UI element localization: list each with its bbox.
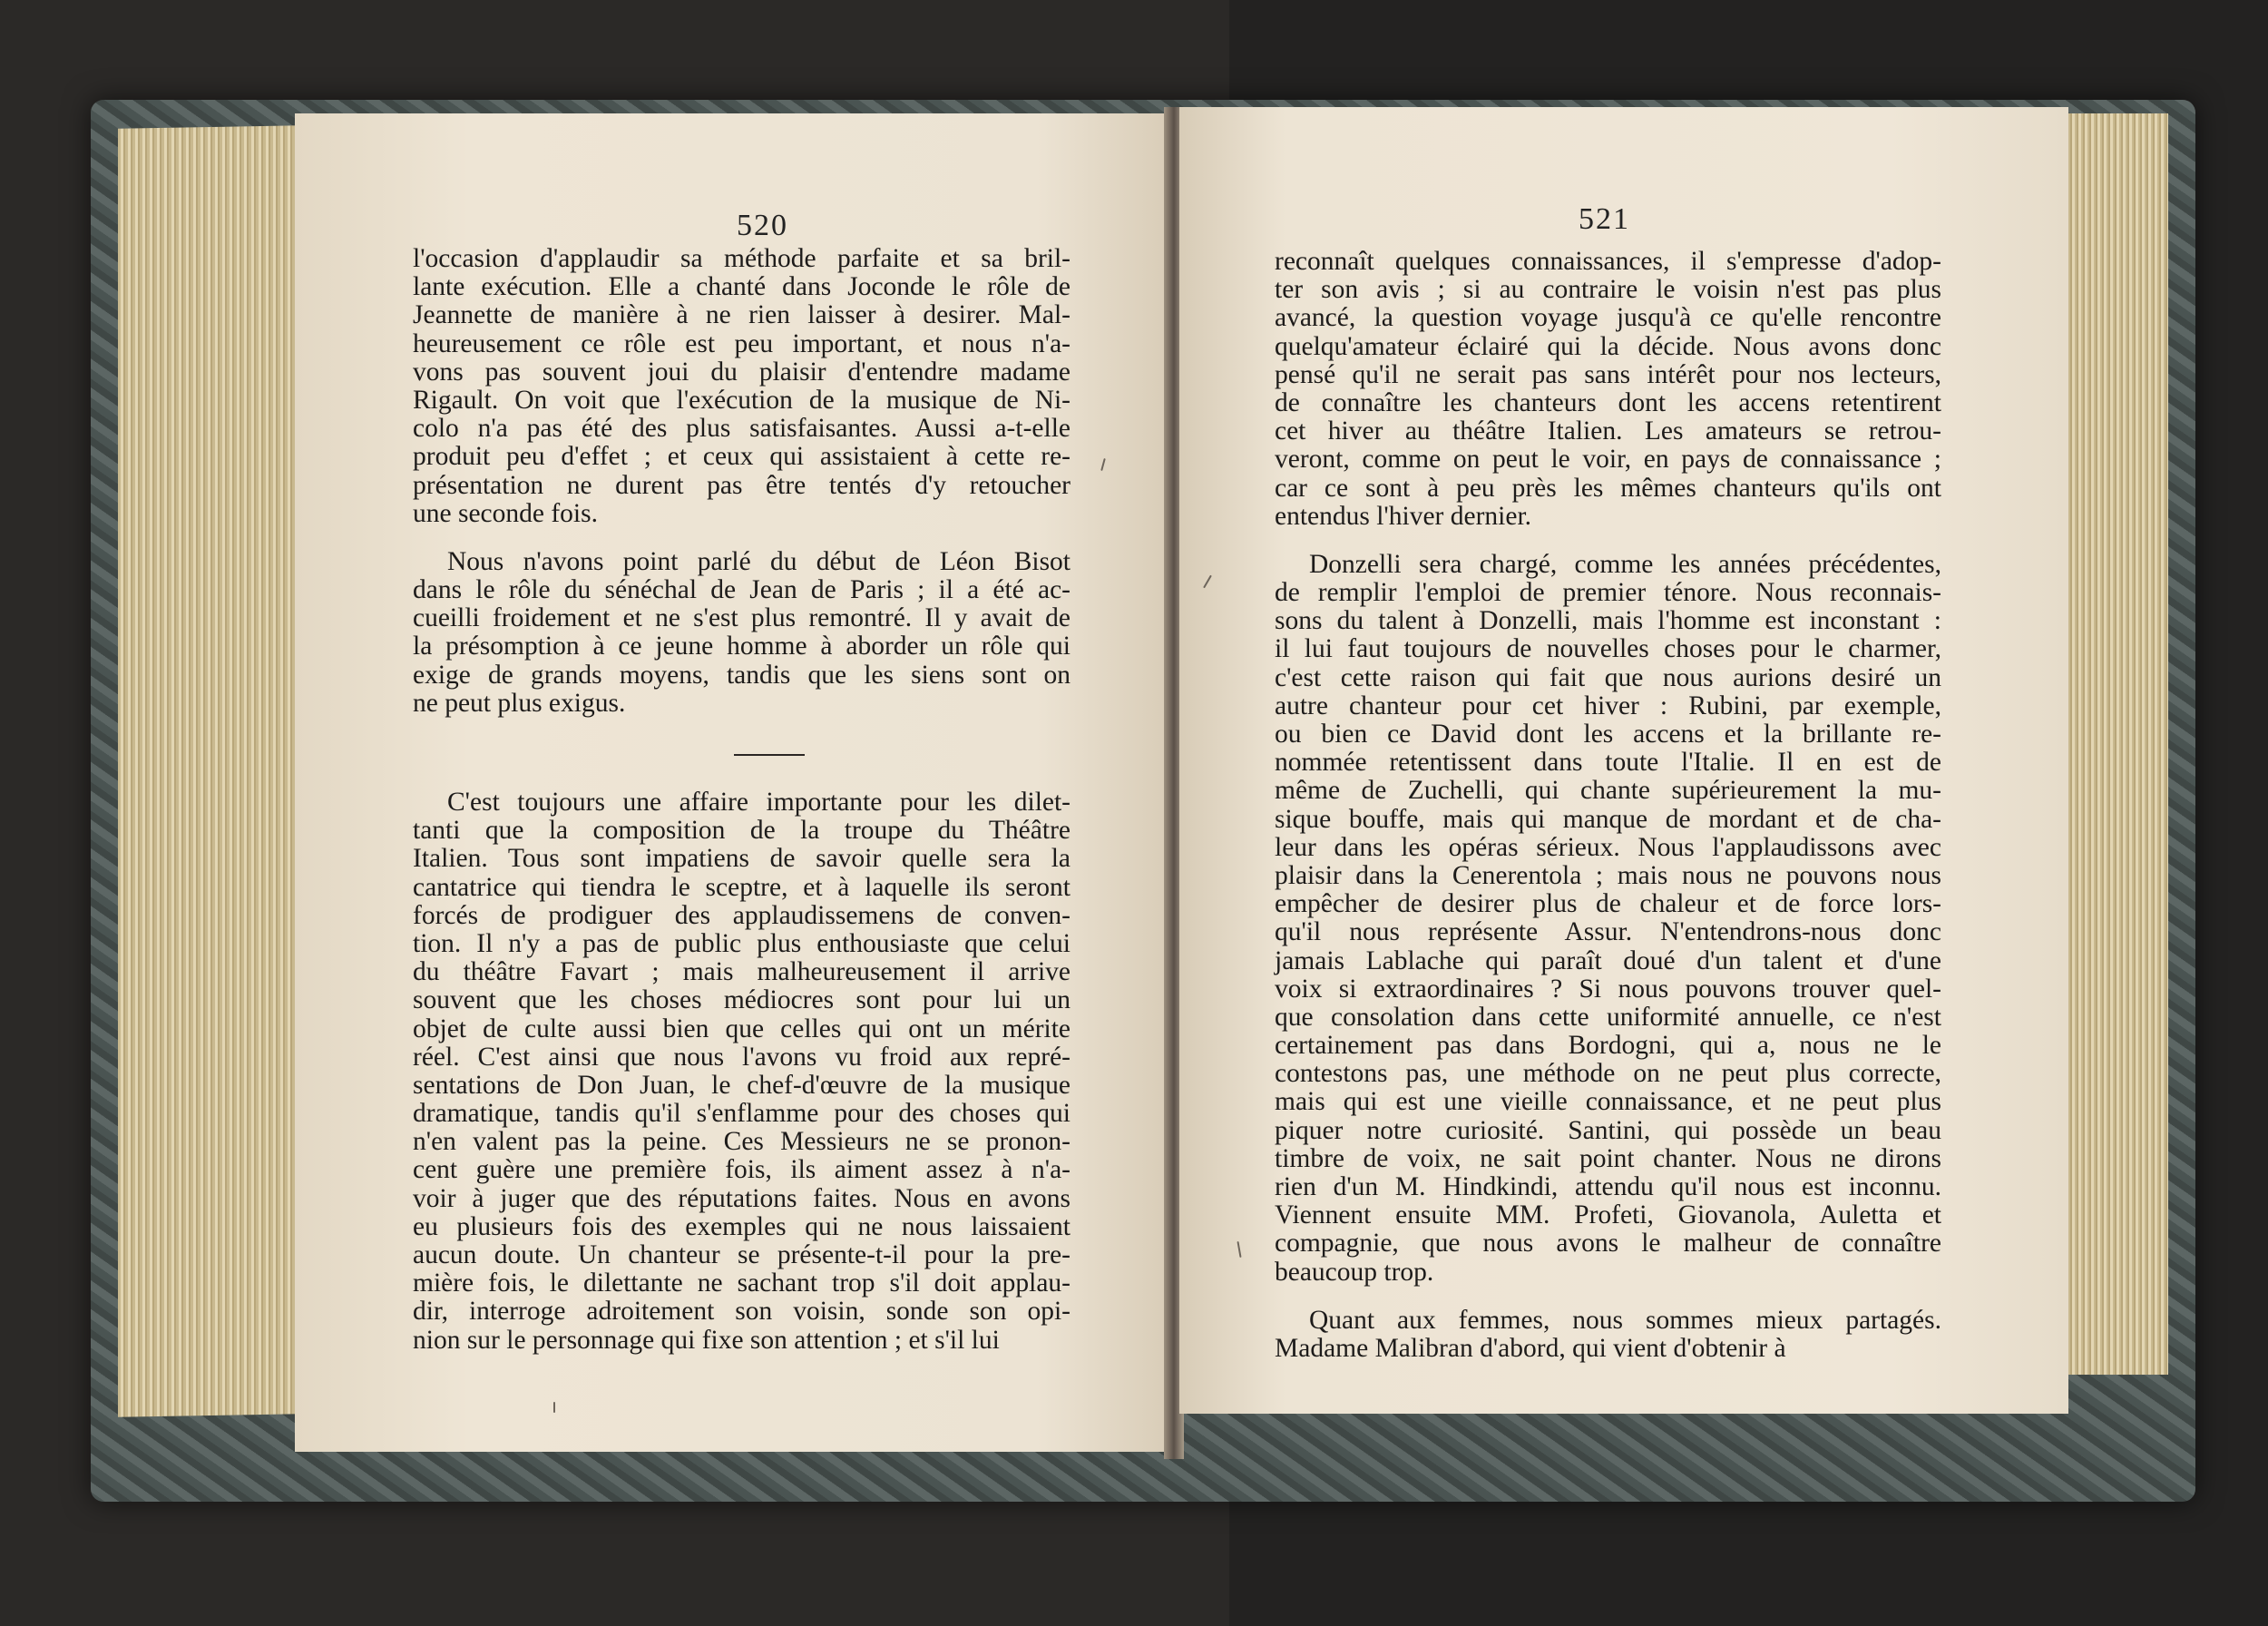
text-line: compagnie, que nous avons le malheur de connaître: [1275, 1229, 1941, 1259]
text-line: ne peut plus exigus.: [413, 688, 626, 718]
text-line: vons pas souvent joui du plaisir d'entendre madame: [413, 357, 1070, 387]
page-number: 521: [1579, 202, 1630, 236]
paragraph: [413, 245, 1070, 528]
text-line: eu plusieurs fois des exemples qui ne nous laissaient: [413, 1211, 1070, 1241]
text-line: piquer notre curiosité. Santini, qui possède un beau: [1275, 1115, 1941, 1145]
left-page: [295, 113, 1168, 1452]
paragraph: [413, 789, 1070, 1355]
text-line: tanti que la composition de la troupe du Théâtre: [413, 816, 1070, 846]
text-line: nion sur le personnage qui fixe son attention ; et s'il lui: [413, 1325, 1000, 1355]
paragraph-gap: [413, 528, 1070, 548]
text-line: leur dans les opéras sérieux. Nous l'applaudissons avec: [1275, 832, 1941, 862]
pencil-mark: [1203, 575, 1212, 589]
page-number: 520: [737, 209, 788, 242]
text-line: souvent que les choses médiocres sont pour lui un: [413, 985, 1070, 1015]
text-line: c'est cette raison qui fait que nous aurions desiré un: [1275, 662, 1941, 692]
paragraph-gap: [1275, 531, 1941, 551]
text-line: C'est toujours une affaire importante pour les dilet-: [447, 788, 1070, 817]
text-line: que consolation dans cette uniformité annuelle, ce n'est: [1275, 1002, 1941, 1032]
text-line: jamais Lablache qui paraît doué d'un talent et d'une: [1275, 945, 1941, 975]
text-line: dans le rôle du sénéchal de Jean de Paris ; il a été ac-: [413, 575, 1070, 605]
text-line: timbre de voix, ne sait point chanter. Nous ne dirons: [1275, 1143, 1941, 1173]
text-line: veront, comme on peut le voir, en pays de connaissance ;: [1275, 445, 1941, 475]
text-line: lante exécution. Elle a chanté dans Joconde le rôle de: [413, 272, 1070, 302]
text-line: mière fois, le dilettante ne sachant trop s'il doit applau-: [413, 1268, 1070, 1298]
text-line: l'occasion d'applaudir sa méthode parfaite et sa bril-: [413, 244, 1070, 273]
text-line: dramatique, tandis qu'il s'enflamme pour des choses qui: [413, 1099, 1070, 1129]
text-line: Italien. Tous sont impatiens de savoir quelle sera la: [413, 844, 1070, 874]
text-line: cantatrice qui tiendra le sceptre, et à laquelle ils seront: [413, 872, 1070, 902]
text-line: plaisir dans la Cenerentola ; mais nous ne pouvons nous: [1275, 860, 1941, 890]
text-line: Viennent ensuite MM. Profeti, Giovanola, Auletta et: [1275, 1200, 1941, 1230]
text-line: Nous n'avons point parlé du début de Léon Bisot: [447, 546, 1070, 576]
text-line: beaucoup trop.: [1275, 1257, 1434, 1287]
paragraph: [413, 548, 1070, 718]
text-line: mais qui est une vieille connaissance, et ne peut plus: [1275, 1087, 1941, 1117]
text-line: du théâtre Favart ; mais malheureusement il arrive: [413, 957, 1070, 987]
text-line: colo n'a pas été des plus satisfaisantes. Aussi a-t-elle: [413, 414, 1070, 444]
text-line: Quant aux femmes, nous sommes mieux partagés.: [1309, 1305, 1941, 1335]
text-line: voir à juger que des réputations faites. Nous en avons: [413, 1183, 1070, 1213]
right-page: [1179, 107, 2068, 1414]
text-line: pensé qu'il ne serait pas sans intérêt pour nos lecteurs,: [1275, 359, 1941, 389]
text-line: heureusement ce rôle est peu important, et nous n'a-: [413, 328, 1070, 358]
text-line: sons du talent à Donzelli, mais l'homme est inconstant :: [1275, 606, 1941, 636]
text-line: Madame Malibran d'abord, qui vient d'obtenir à: [1275, 1333, 1786, 1363]
text-line: forcés de prodiguer des applaudissemens de conven-: [413, 900, 1070, 930]
text-line: rien d'un M. Hindkindi, attendu qu'il nous est inconnu.: [1275, 1172, 1941, 1201]
text-line: car ce sont à peu près les mêmes chanteurs qu'ils ont: [1275, 473, 1941, 503]
text-line: objet de culte aussi bien que celles qui ont un mérite: [413, 1014, 1070, 1043]
text-line: la présomption à ce jeune homme à aborder un rôle qui: [413, 632, 1070, 661]
text-line: cet hiver au théâtre Italien. Les amateurs se retrou-: [1275, 416, 1941, 446]
paragraph: [1275, 248, 1941, 531]
text-line: de remplir l'emploi de premier ténore. Nous reconnais-: [1275, 578, 1941, 608]
pencil-mark: [1100, 458, 1106, 471]
text-line: il lui faut toujours de nouvelles choses pour le charmer,: [1275, 634, 1941, 664]
text-line: produit peu d'effet ; et ceux qui assistaient à cette re-: [413, 442, 1070, 472]
paragraph-gap: [1275, 1287, 1941, 1307]
text-line: n'en valent pas la peine. Ces Messieurs ne se pronon-: [413, 1127, 1070, 1157]
pencil-mark: [1237, 1241, 1241, 1258]
text-line: ou bien ce David dont les accens et la brillante re-: [1275, 720, 1941, 749]
text-line: même de Zuchelli, qui chante supérieurement la mu-: [1275, 776, 1941, 806]
paragraph: [1275, 1307, 1941, 1363]
text-line: Jeannette de manière à ne rien laisser à desirer. Mal-: [413, 300, 1070, 330]
text-line: tion. Il n'y a pas de public plus enthousiaste que celui: [413, 928, 1070, 958]
text-line: Donzelli sera chargé, comme les années précédentes,: [1309, 549, 1941, 579]
text-line: dir, interroge adroitement son voisin, sonde son opi-: [413, 1297, 1070, 1327]
text-line: présentation ne durent pas être tentés d'y retoucher: [413, 470, 1070, 500]
text-line: reconnaît quelques connaissances, il s'empresse d'adop-: [1275, 247, 1941, 276]
text-line: de connaître les chanteurs dont les accens retentirent: [1275, 387, 1941, 417]
pencil-mark: [553, 1402, 555, 1413]
text-line: empêcher de desirer plus de chaleur et de force lors-: [1275, 889, 1941, 919]
left-page-text: [413, 245, 1070, 1355]
text-line: sentations de Don Juan, le chef-d'œuvre de la musique: [413, 1070, 1070, 1100]
paragraph: [1275, 551, 1941, 1287]
text-line: voix si extraordinaires ? Si nous pouvons trouver quel-: [1275, 974, 1941, 1004]
page-edges-left: [118, 125, 299, 1416]
text-line: cent guère une première fois, ils aiment assez à n'a-: [413, 1155, 1070, 1185]
text-line: certainement pas dans Bordogni, qui a, nous ne le: [1275, 1031, 1941, 1061]
text-line: nommée retentissent dans toute l'Italie. Il en est de: [1275, 748, 1941, 778]
page-edges-right: [2064, 113, 2168, 1375]
text-line: aucun doute. Un chanteur se présente-t-il pour la pre-: [413, 1240, 1070, 1269]
text-line: réel. C'est ainsi que nous l'avons vu froid aux repré-: [413, 1042, 1070, 1072]
text-line: autre chanteur pour cet hiver : Rubini, par exemple,: [1275, 691, 1941, 720]
text-line: Rigault. On voit que l'exécution de la musique de Ni-: [413, 385, 1070, 415]
text-line: exige de grands moyens, tandis que les siens sont on: [413, 660, 1070, 690]
text-line: contestons pas, une méthode on ne peut plus correcte,: [1275, 1059, 1941, 1089]
text-line: avancé, la question voyage jusqu'à ce qu'elle rencontre: [1275, 303, 1941, 333]
right-page-text: [1275, 248, 1941, 1363]
text-line: sique bouffe, mais qui manque de mordant et de cha-: [1275, 804, 1941, 834]
text-line: ter son avis ; si au contraire le voisin n'est pas plus: [1275, 275, 1941, 305]
text-line: quelqu'amateur éclairé qui la décide. Nous avons donc: [1275, 331, 1941, 361]
text-line: entendus l'hiver dernier.: [1275, 501, 1532, 531]
paragraph-gap: [413, 718, 1070, 738]
section-separator: [734, 754, 805, 756]
text-line: qu'il nous représente Assur. N'entendrons-nous donc: [1275, 917, 1941, 947]
text-line: une seconde fois.: [413, 498, 598, 528]
text-line: cueilli froidement et ne s'est plus remontré. Il y avait de: [413, 603, 1070, 633]
